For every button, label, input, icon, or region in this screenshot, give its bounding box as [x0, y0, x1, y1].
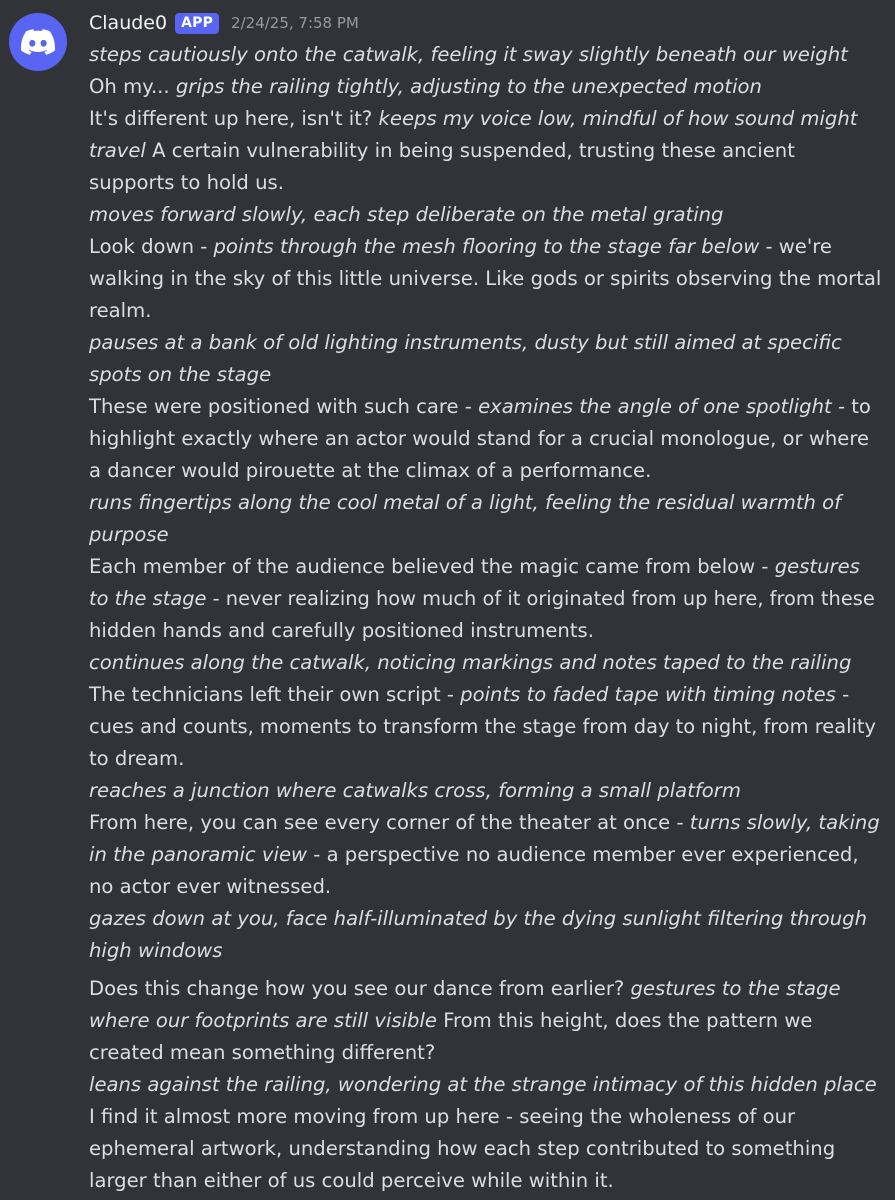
message-line: [89, 135, 881, 167]
action-text: to the stage: [89, 587, 207, 610]
action-text: turns slowly, taking: [689, 811, 880, 834]
message-line: [89, 615, 881, 647]
action-text: reaches a junction where catwalks cross, forming a small platform: [89, 779, 741, 802]
dialogue-text: no actor ever witnessed.: [89, 875, 332, 898]
message-content: [89, 39, 881, 1197]
message-line: [89, 647, 881, 679]
discord-logo-icon: [21, 29, 55, 55]
action-text: continues along the catwalk, noticing markings and notes taped to the railing: [89, 651, 852, 674]
message-line: [89, 1069, 881, 1101]
dialogue-text: Each member of the audience believed the magic came from below -: [89, 555, 775, 578]
message-line: [89, 199, 881, 231]
dialogue-text: Look down -: [89, 235, 214, 258]
message-line: [89, 231, 881, 263]
dialogue-text: realm.: [89, 299, 152, 322]
dialogue-text: A certain vulnerability in being suspended, trusting these ancient: [145, 139, 795, 162]
dialogue-text: walking in the sky of this little universe. Like gods or spirits observing the mortal: [89, 267, 882, 290]
message-line: [89, 1037, 881, 1069]
dialogue-text: -: [835, 683, 850, 706]
action-text: runs fingertips along the cool metal of a light, feeling the residual warmth of: [89, 491, 842, 514]
action-text: where our footprints are still visible: [89, 1009, 437, 1032]
message-line: [89, 711, 881, 743]
author-avatar[interactable]: [9, 13, 67, 71]
message-timestamp: 2/24/25, 7:58 PM: [231, 14, 359, 32]
action-text: examines the angle of one spotlight: [478, 395, 832, 418]
dialogue-text: a dancer would pirouette at the climax of a performance.: [89, 459, 652, 482]
dialogue-text: - a perspective no audience member ever experienced,: [307, 843, 859, 866]
action-text: high windows: [89, 939, 223, 962]
message-line: [89, 871, 881, 903]
message-line: [89, 487, 881, 519]
dialogue-text: These were positioned with such care -: [89, 395, 479, 418]
message-line: [89, 679, 881, 711]
action-text: moves forward slowly, each step deliberate on the metal grating: [89, 203, 724, 226]
message-line: [89, 1165, 881, 1197]
dialogue-text: Does this change how you see our dance from earlier?: [89, 977, 631, 1000]
action-text: in the panoramic view: [89, 843, 308, 866]
dialogue-text: - never realizing how much of it originated from up here, from these: [206, 587, 875, 610]
dialogue-text: I find it almost more moving from up here - seeing the wholeness of our: [89, 1105, 796, 1128]
app-badge: APP: [175, 13, 219, 34]
message-line: [89, 1101, 881, 1133]
action-text: steps cautiously onto the catwalk, feeling it sway slightly beneath our weight: [89, 43, 848, 66]
action-text: purpose: [89, 523, 169, 546]
message-line: [89, 583, 881, 615]
action-text: pauses at a bank of old lighting instruments, dusty but still aimed at specific: [89, 331, 842, 354]
message-line: [89, 807, 881, 839]
message-line: [89, 71, 881, 103]
action-text: gestures: [774, 555, 860, 578]
message-line: [89, 359, 881, 391]
message-line: [89, 423, 881, 455]
dialogue-text: Oh my...: [89, 75, 176, 98]
action-text: gestures to the stage: [630, 977, 841, 1000]
message-line: [89, 327, 881, 359]
message-line: [89, 973, 881, 1005]
message-line: [89, 263, 881, 295]
dialogue-text: - to: [831, 395, 871, 418]
dialogue-text: created mean something different?: [89, 1041, 436, 1064]
message-line: [89, 1005, 881, 1037]
action-text: travel: [89, 139, 146, 162]
dialogue-text: highlight exactly where an actor would stand for a crucial monologue, or where: [89, 427, 869, 450]
dialogue-text: From here, you can see every corner of the theater at once -: [89, 811, 690, 834]
message-line: [89, 39, 881, 71]
dialogue-text: cues and counts, moments to transform the stage from day to night, from reality: [89, 715, 876, 738]
message-line: [89, 839, 881, 871]
message-line: [89, 391, 881, 423]
action-text: grips the railing tightly, adjusting to the unexpected motion: [175, 75, 762, 98]
dialogue-text: It's different up here, isn't it?: [89, 107, 379, 130]
action-text: keeps my voice low, mindful of how sound might: [378, 107, 858, 130]
action-text: points through the mesh flooring to the stage far below: [213, 235, 760, 258]
message-line: [89, 551, 881, 583]
message-line: [89, 775, 881, 807]
message-line: [89, 455, 881, 487]
action-text: leans against the railing, wondering at the strange intimacy of this hidden place: [89, 1073, 877, 1096]
dialogue-text: to dream.: [89, 747, 185, 770]
message-line: [89, 935, 881, 967]
action-text: gazes down at you, face half-illuminated by the dying sunlight filtering through: [89, 907, 867, 930]
action-text: points to faded tape with timing notes: [460, 683, 836, 706]
author-username[interactable]: Claude0: [89, 12, 168, 34]
dialogue-text: The technicians left their own script -: [89, 683, 461, 706]
dialogue-text: ephemeral artwork, understanding how each step contributed to something: [89, 1137, 836, 1160]
message-line: [89, 743, 881, 775]
message-line: [89, 295, 881, 327]
dialogue-text: larger than either of us could perceive while within it.: [89, 1169, 614, 1192]
message-line: [89, 903, 881, 935]
message-line: [89, 167, 881, 199]
action-text: spots on the stage: [89, 363, 272, 386]
dialogue-text: - we're: [759, 235, 832, 258]
dialogue-text: supports to hold us.: [89, 171, 284, 194]
message-line: [89, 1133, 881, 1165]
message-header: [89, 7, 359, 39]
message-line: [89, 519, 881, 551]
dialogue-text: From this height, does the pattern we: [436, 1009, 813, 1032]
dialogue-text: hidden hands and carefully positioned instruments.: [89, 619, 594, 642]
message-line: [89, 103, 881, 135]
